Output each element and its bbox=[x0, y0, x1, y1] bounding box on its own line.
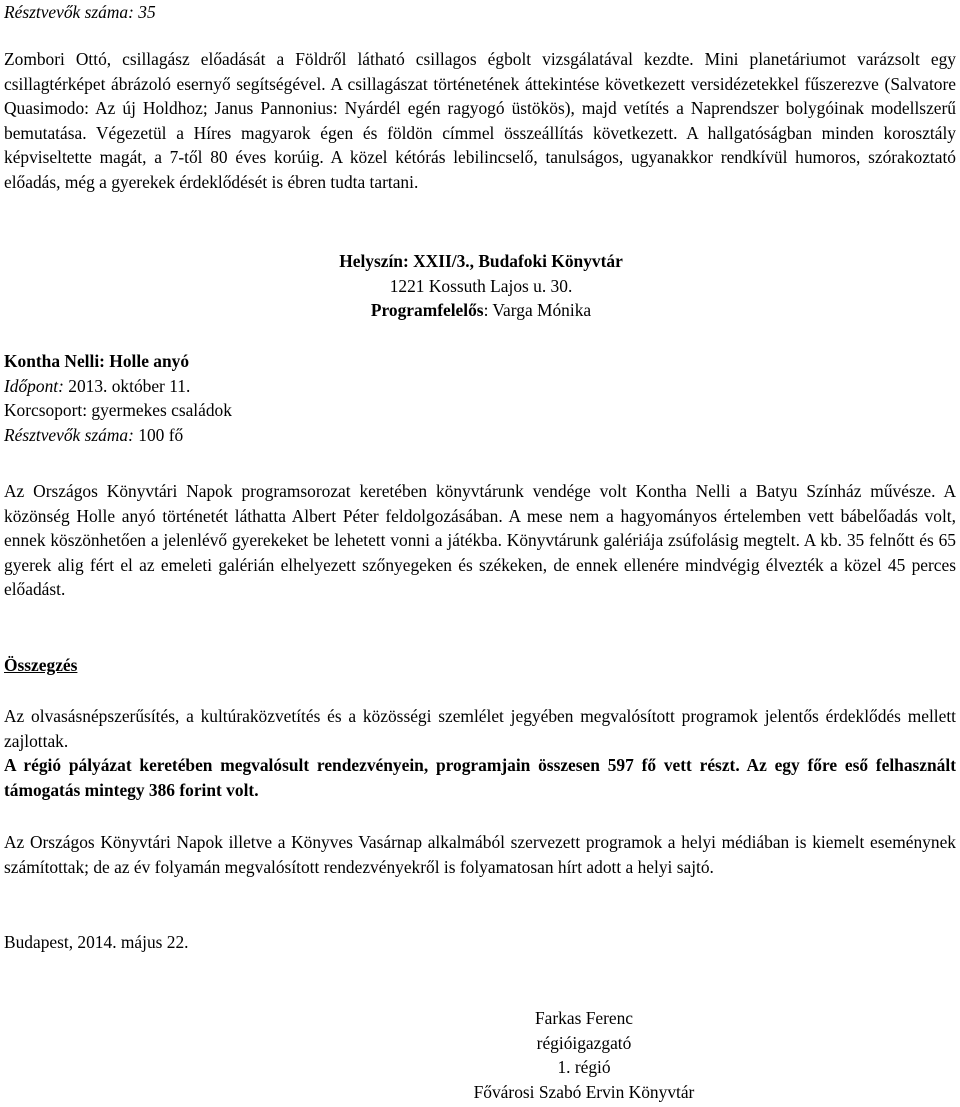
place-and-date: Budapest, 2014. május 22. bbox=[4, 932, 189, 952]
participants-label: Résztvevők száma: bbox=[4, 2, 134, 22]
summary-heading: Összegzés bbox=[4, 655, 78, 675]
event-date-label: Időpont: bbox=[4, 375, 64, 396]
summary-bold-text: A régió pályázat keretében megvalósult rendezvényein, programjain összesen 597 fő vett részt. Az egy főre eső felhasznált támogatás mintegy 386 forint volt. bbox=[4, 755, 956, 800]
astronomy-lecture-paragraph: Zombori Ottó, csillagász előadását a Földről látható csillagos égbolt vizsgálatával kezdte. Mini planetáriumot varázsolt egy csillagtérképet ábrázoló esernyő segítségével. A csillagászat történetének áttekintése következett versidézetekkel fűszerezve (Salvatore Quasimodo: Az új Holdhoz; Janus Pannonius: Nyárdél egén ragyogó üstökös), majd vetítés a Naprendszer bolygóinak modellszerű bemutatása. Végezetül a Híres magyarok égen és földön címmel összeállítás következett. A hallgatóságban minden korosztály képviseltette magát, a 7-től 80 éves korúig. A közel kétórás lebilincselő, tanulságos, ugyanakkor rendkívül humoros, szórakoztató előadás, még a gyerekek érdeklődését is ébren tudta tartani. bbox=[4, 49, 956, 192]
event-age-group: Korcsoport: gyermekes családok bbox=[4, 400, 232, 421]
previous-participants-line bbox=[4, 0, 156, 25]
media-paragraph: Az Országos Könyvtári Napok illetve a Könyves Vasárnap alkalmából szervezett programok a helyi médiában is kiemelt eseménynek számítottak; de az év folyamán megvalósított rendezvényekről is folyamatosan hírt adott a helyi sajtó. bbox=[4, 832, 956, 877]
event-participants-label: Résztvevők száma: bbox=[4, 424, 134, 445]
program-manager-line bbox=[300, 298, 662, 323]
program-manager-name: : Varga Mónika bbox=[483, 300, 592, 321]
venue-block bbox=[300, 249, 662, 323]
venue-address: 1221 Kossuth Lajos u. 30. bbox=[389, 275, 573, 296]
participants-value: 35 bbox=[138, 2, 156, 22]
event-title: Kontha Nelli: Holle anyó bbox=[4, 351, 190, 371]
summary-section bbox=[4, 704, 956, 802]
event-participants-line bbox=[4, 423, 232, 448]
puppet-show-paragraph: Az Országos Könyvtári Napok programsorozat keretében könyvtárunk vendége volt Kontha Nelli a Batyu Színház művésze. A közönség Holle anyó történetét láthatta Albert Péter feldolgozásában. A mese nem a hagyományos értelemben vett bábelőadás volt, ennek köszönhetően a jelenlévő gyerekeket be lehetett vonni a játékba. Könyvtárunk galériája zsúfolásig megtelt. A kb. 35 felnőtt és 65 gyerek alig fért el az emeleti galérián elhelyezett szőnyegeken és székeken, de ennek ellenére mindvégig élvezték a közel 45 perces előadást. bbox=[4, 481, 956, 600]
venue-location: Helyszín: XXII/3., Budafoki Könyvtár bbox=[339, 251, 623, 271]
signer-title: régióigazgató bbox=[536, 1032, 632, 1053]
program-manager-label: Programfelelős bbox=[370, 300, 484, 321]
event-date-value: 2013. október 11. bbox=[63, 375, 191, 396]
signer-name: Farkas Ferenc bbox=[534, 1008, 634, 1028]
summary-text: Az olvasásnépszerűsítés, a kultúraközvetítés és a közösségi szemlélet jegyében megvalósított programok jelentős érdeklődés mellett zajlottak. bbox=[4, 706, 956, 751]
signature-block bbox=[454, 1006, 714, 1104]
event-details bbox=[4, 349, 232, 447]
signer-region: 1. régió bbox=[557, 1057, 611, 1078]
signer-institution: Fővárosi Szabó Ervin Könyvtár bbox=[473, 1081, 695, 1102]
event-date-line bbox=[4, 374, 232, 399]
event-participants-value: 100 fő bbox=[133, 424, 184, 445]
